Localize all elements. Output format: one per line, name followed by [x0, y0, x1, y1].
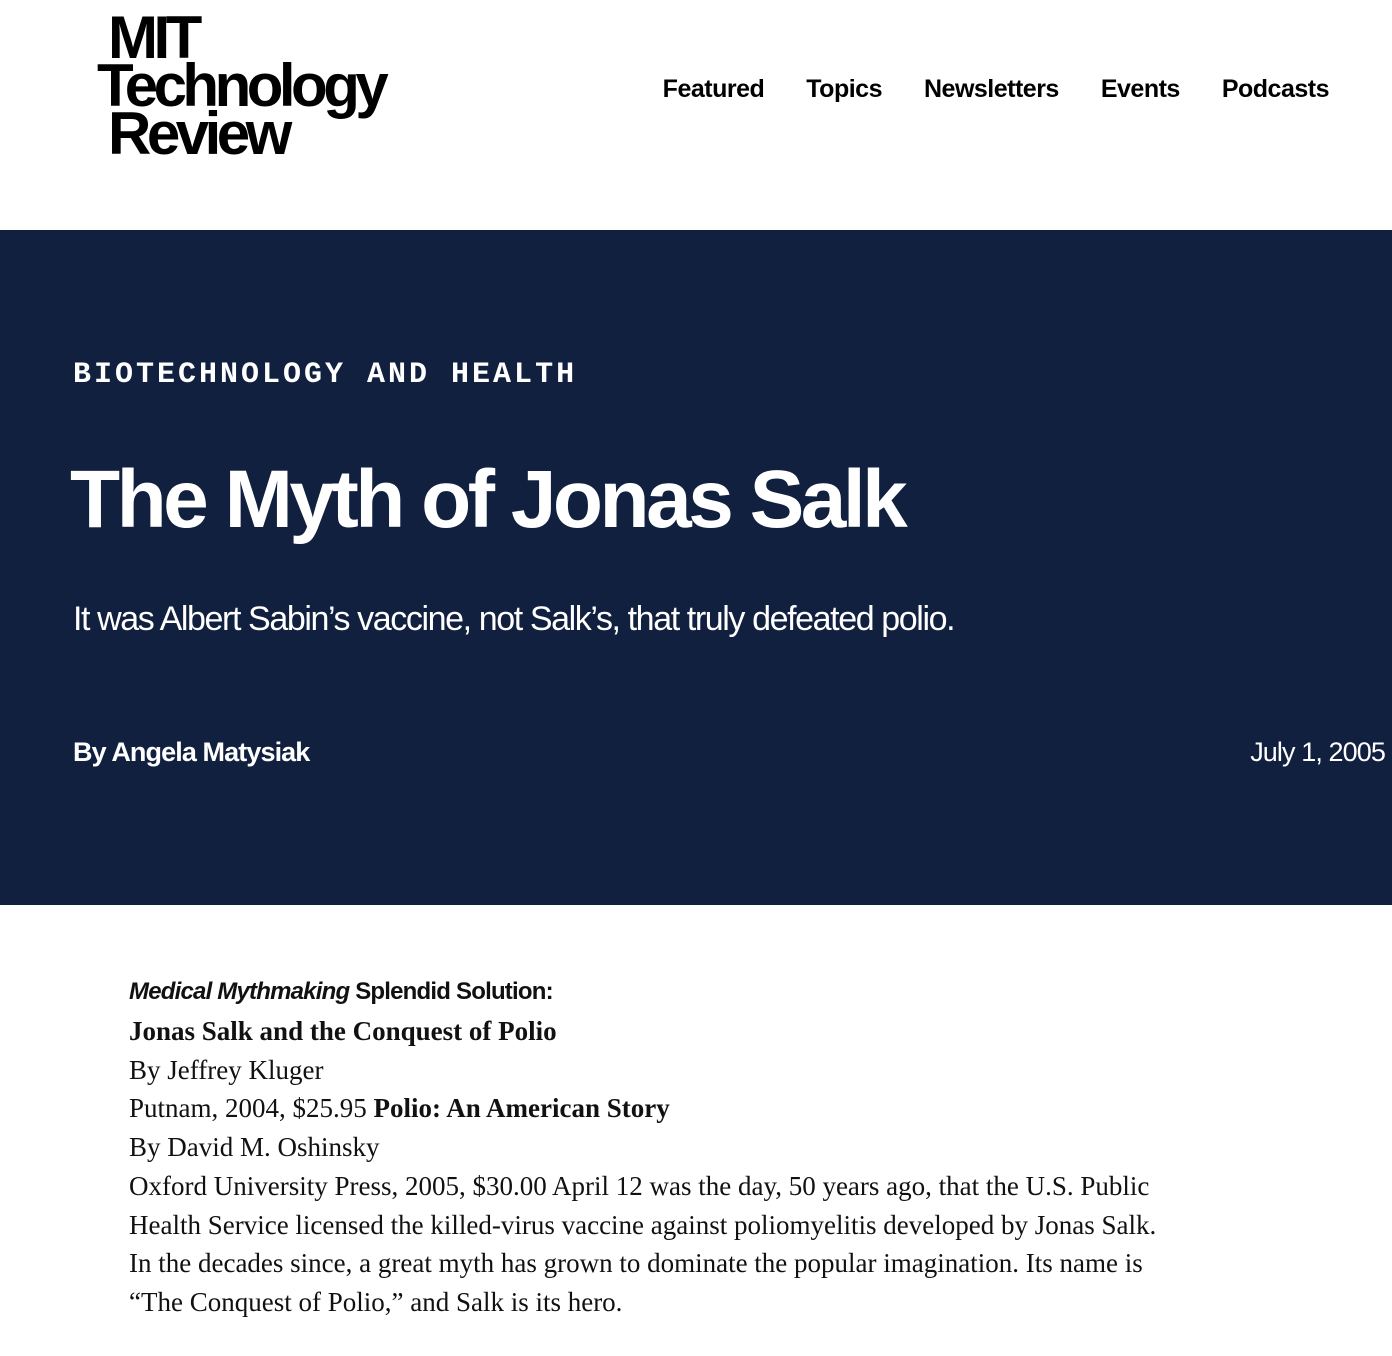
article-dek: It was Albert Sabin’s vaccine, not Salk’s, that truly defeated polio. — [73, 600, 955, 638]
site-logo[interactable] — [97, 4, 397, 167]
nav-podcasts[interactable]: Podcasts — [1221, 75, 1329, 103]
article-hero — [0, 230, 1392, 905]
book1-pub: Putnam, 2004, $25.95 — [129, 1093, 367, 1124]
article-body — [129, 972, 1169, 1322]
book1-pub-line — [129, 1089, 1169, 1128]
paragraph-text: April 12 was the day, 50 years ago, that the U.S. Public Health Service licensed the killed-virus vaccine against poliomyelitis developed by Jonas Salk. In the decades since, a great myth has grown to dominate the popular imagination. Its name is “The Conquest of Polio,” and Salk is its hero. — [129, 1170, 1157, 1317]
book1-author: By Jeffrey Kluger — [129, 1054, 324, 1085]
book2-title: Polio: An American Story — [373, 1093, 670, 1124]
book2-author: By David M. Oshinsky — [129, 1132, 380, 1163]
logo-line-review: Review — [108, 100, 288, 167]
logo-line-technology: Technology — [97, 52, 385, 119]
main-nav — [621, 72, 1329, 106]
intro-paragraph — [129, 1167, 1169, 1322]
byline-prefix: By — [73, 737, 106, 767]
nav-events[interactable]: Events — [1100, 75, 1180, 103]
logo-line-mit: MIT — [108, 4, 198, 71]
review-kicker — [129, 972, 1169, 1012]
byline — [73, 734, 309, 770]
nav-topics[interactable]: Topics — [806, 75, 882, 103]
article-title: The Myth of Jonas Salk — [70, 454, 905, 545]
kicker-rest: Splendid Solution: — [355, 978, 553, 1005]
nav-featured[interactable]: Featured — [662, 75, 765, 103]
kicker-italic: Medical Mythmaking — [129, 978, 350, 1005]
author-link[interactable]: Angela Matysiak — [111, 737, 310, 767]
topic-link[interactable]: BIOTECHNOLOGY AND HEALTH — [73, 358, 578, 392]
site-header — [0, 0, 1392, 230]
publish-date: July 1, 2005 — [1250, 737, 1385, 767]
nav-newsletters[interactable]: Newsletters — [923, 75, 1059, 103]
book1-title: Jonas Salk and the Conquest of Polio — [129, 1016, 557, 1046]
book2-pub: Oxford University Press, 2005, $30.00 — [129, 1170, 547, 1201]
book1-line — [129, 1012, 1169, 1051]
